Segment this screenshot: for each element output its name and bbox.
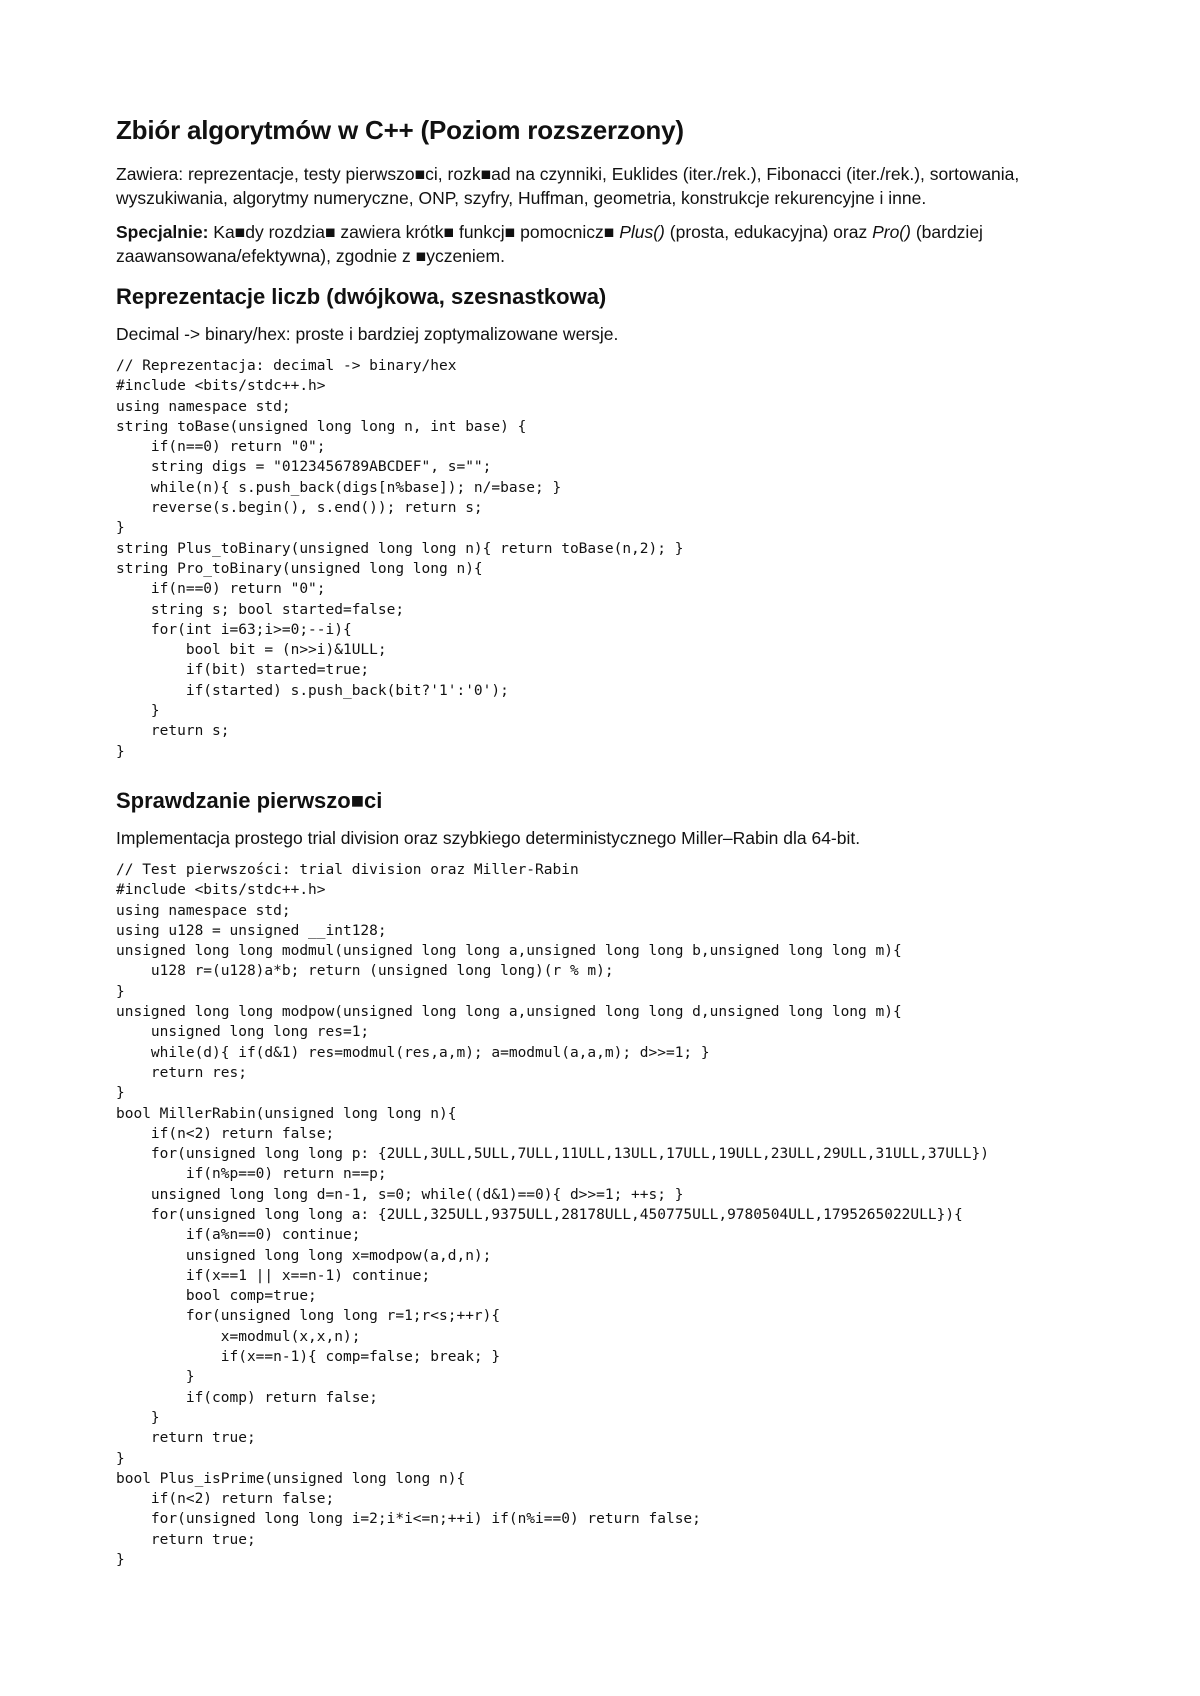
code-line: return s; xyxy=(116,723,230,740)
code-line: return true; xyxy=(116,1531,256,1548)
code-line: #include <bits/stdc++.h> xyxy=(116,378,326,395)
pro-function-name: Pro() xyxy=(872,222,911,242)
code-line: for(int i=63;i>=0;--i){ xyxy=(116,621,352,638)
code-line: if(n<2) return false; xyxy=(116,1125,335,1142)
code-line: bool Plus_isPrime(unsigned long long n){ xyxy=(116,1470,466,1487)
code-line: unsigned long long res=1; xyxy=(116,1024,370,1041)
code-line: } xyxy=(116,1085,125,1102)
code-line: for(unsigned long long r=1;r<s;++r){ xyxy=(116,1308,501,1325)
code-line: for(unsigned long long p: {2ULL,3ULL,5ULL,7ULL,11ULL,13ULL,17ULL,19ULL,23ULL,29ULL,31ULL,37ULL}) xyxy=(116,1146,989,1163)
special-note-text-1: Ka■dy rozdzia■ zawiera krótk■ funkcj■ pomocnicz■ xyxy=(208,222,620,242)
special-note-text-3: (bardziej zaawansowana/efektywna), zgodnie z ■yczeniem. xyxy=(116,222,983,266)
document-page xyxy=(116,112,1126,1594)
code-line: #include <bits/stdc++.h> xyxy=(116,882,326,899)
code-line: if(n==0) return "0"; xyxy=(116,439,326,456)
code-line: if(x==1 || x==n-1) continue; xyxy=(116,1267,431,1284)
code-line: unsigned long long modpow(unsigned long long a,unsigned long long d,unsigned long long m){ xyxy=(116,1004,902,1021)
section-title-primality: Sprawdzanie pierwszo■ci xyxy=(116,787,383,813)
code-line: unsigned long long d=n-1, s=0; while((d&1)==0){ d>>=1; ++s; } xyxy=(116,1186,684,1203)
code-line: string s; bool started=false; xyxy=(116,601,405,618)
code-line: if(n==0) return "0"; xyxy=(116,581,326,598)
code-line: unsigned long long x=modpow(a,d,n); xyxy=(116,1247,492,1264)
code-line: // Test pierwszości: trial division oraz Miller-Rabin xyxy=(116,861,579,878)
code-block-representations xyxy=(116,356,1126,762)
code-line: if(x==n-1){ comp=false; break; } xyxy=(116,1349,501,1366)
special-note-label: Specjalnie: xyxy=(116,222,209,242)
code-line: using namespace std; xyxy=(116,902,291,919)
code-line: while(d){ if(d&1) res=modmul(res,a,m); a=modmul(a,a,m); d>>=1; } xyxy=(116,1044,710,1061)
code-line: for(unsigned long long i=2;i*i<=n;++i) if(n%i==0) return false; xyxy=(116,1511,701,1528)
code-line: if(started) s.push_back(bit?'1':'0'); xyxy=(116,682,509,699)
section-description-representations: Decimal -> binary/hex: proste i bardziej zoptymalizowane wersje. xyxy=(116,324,619,344)
code-line: using u128 = unsigned __int128; xyxy=(116,922,387,939)
code-line: if(n%p==0) return n==p; xyxy=(116,1166,387,1183)
code-line: while(n){ s.push_back(digs[n%base]); n/=base; } xyxy=(116,479,562,496)
code-line: } xyxy=(116,1369,195,1386)
code-line: string Plus_toBinary(unsigned long long n){ return toBase(n,2); } xyxy=(116,540,684,557)
code-line: unsigned long long modmul(unsigned long long a,unsigned long long b,unsigned long long m){ xyxy=(116,943,902,960)
code-line: } xyxy=(116,743,125,760)
code-line: u128 r=(u128)a*b; return (unsigned long long)(r % m); xyxy=(116,963,614,980)
code-line: if(a%n==0) continue; xyxy=(116,1227,361,1244)
special-note-paragraph xyxy=(116,220,1126,268)
code-line: return res; xyxy=(116,1064,247,1081)
code-line: bool bit = (n>>i)&1ULL; xyxy=(116,642,387,659)
section-title-representations: Reprezentacje liczb (dwójkowa, szesnastkowa) xyxy=(116,284,607,309)
code-block-primality xyxy=(116,860,1126,1570)
code-line: string Pro_toBinary(unsigned long long n){ xyxy=(116,560,483,577)
code-line: } xyxy=(116,520,125,537)
code-line: string digs = "0123456789ABCDEF", s=""; xyxy=(116,459,492,476)
special-note-text-2: (prosta, edukacyjna) oraz xyxy=(664,222,873,242)
code-line: // Reprezentacja: decimal -> binary/hex xyxy=(116,358,457,374)
code-line: } xyxy=(116,1409,160,1426)
plus-function-name: Plus() xyxy=(619,222,665,242)
code-line: } xyxy=(116,703,160,720)
code-line: x=modmul(x,x,n); xyxy=(116,1328,361,1345)
code-line: return true; xyxy=(116,1430,256,1447)
code-line: } xyxy=(116,1450,125,1467)
code-line: string toBase(unsigned long long n, int base) { xyxy=(116,418,527,435)
code-line: } xyxy=(116,983,125,1000)
document-title: Zbiór algorytmów w C++ (Poziom rozszerzony) xyxy=(116,115,684,145)
code-line: bool MillerRabin(unsigned long long n){ xyxy=(116,1105,457,1122)
code-line: if(n<2) return false; xyxy=(116,1491,335,1508)
intro-paragraph: Zawiera: reprezentacje, testy pierwszo■ci, rozk■ad na czynniki, Euklides (iter./rek.), Fibonacci (iter./rek.), sortowania, wyszukiwania, algorytmy numeryczne, ONP, szyfry, Huffman, geometria, konstrukcje rekurencyjne i inne. xyxy=(116,164,1020,208)
code-line: } xyxy=(116,1552,125,1569)
code-line: using namespace std; xyxy=(116,398,291,415)
code-line: for(unsigned long long a: {2ULL,325ULL,9375ULL,28178ULL,450775ULL,9780504ULL,1795265022ULL}){ xyxy=(116,1206,963,1223)
code-line: if(bit) started=true; xyxy=(116,662,370,679)
code-line: if(comp) return false; xyxy=(116,1389,378,1406)
code-line: reverse(s.begin(), s.end()); return s; xyxy=(116,500,483,517)
code-line: bool comp=true; xyxy=(116,1288,317,1305)
section-description-primality: Implementacja prostego trial division oraz szybkiego deterministycznego Miller–Rabin dla 64-bit. xyxy=(116,827,861,848)
